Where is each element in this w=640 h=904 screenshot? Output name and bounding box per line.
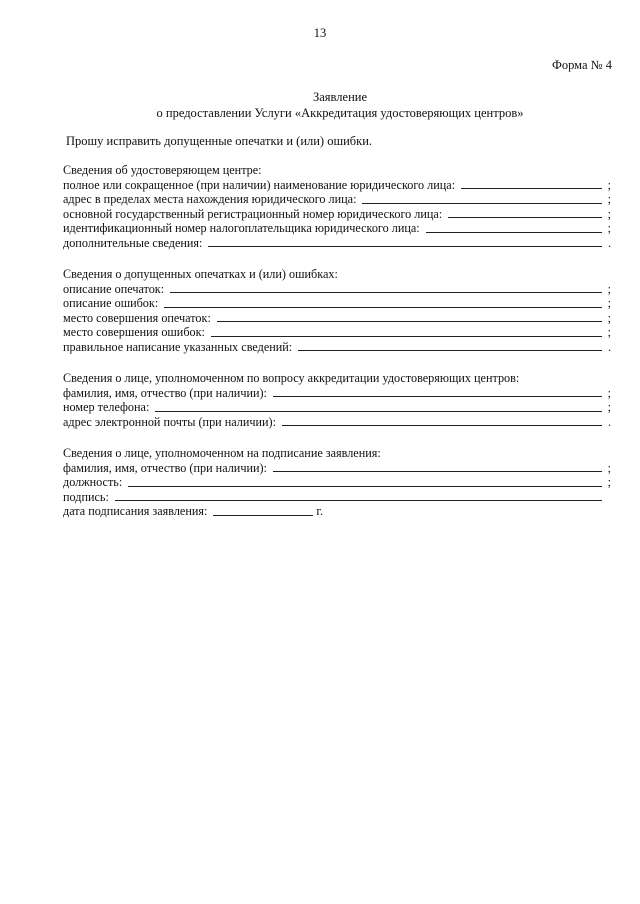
field-end-mark: ; bbox=[607, 206, 611, 221]
form-number: Форма № 4 bbox=[552, 58, 612, 72]
field-row-additional-info bbox=[63, 236, 611, 251]
field-label: подпись: bbox=[63, 489, 109, 504]
field-label: адрес электронной почты (при наличии): bbox=[63, 414, 277, 429]
field-row-typos-location bbox=[63, 311, 611, 326]
field-row-ogrn bbox=[63, 207, 611, 222]
field-label: место совершения опечаток: bbox=[63, 310, 211, 325]
field-row-email bbox=[63, 415, 611, 430]
field-row-contact-name bbox=[63, 386, 611, 401]
field-end-mark: ; bbox=[607, 281, 611, 296]
fill-line-signatory-name[interactable] bbox=[273, 471, 602, 472]
fill-line-phone[interactable] bbox=[155, 411, 602, 412]
field-end-mark: ; bbox=[607, 475, 611, 489]
field-end-mark: . bbox=[607, 339, 611, 354]
section-signatory bbox=[63, 446, 611, 519]
section-heading: Сведения о лице, уполномоченном на подписание заявления: bbox=[63, 446, 381, 460]
section-heading: Сведения об удостоверяющем центре: bbox=[63, 163, 262, 177]
field-label: дата подписания заявления: bbox=[63, 504, 208, 518]
fill-line-org-name[interactable] bbox=[461, 188, 602, 189]
field-end-mark: ; bbox=[607, 385, 611, 400]
field-row-correct-spelling bbox=[63, 340, 611, 355]
field-end-mark: ; bbox=[607, 310, 611, 325]
field-end-mark: ; bbox=[607, 400, 611, 414]
field-row-inn bbox=[63, 221, 611, 236]
fill-line-contact-name[interactable] bbox=[273, 396, 602, 397]
fill-line-signing-date[interactable] bbox=[213, 515, 313, 516]
field-end-mark: ; bbox=[607, 296, 611, 310]
field-label: дополнительные сведения: bbox=[63, 235, 203, 250]
field-end-mark: . bbox=[607, 235, 611, 250]
year-suffix: г. bbox=[316, 504, 324, 518]
field-row-typos-description bbox=[63, 282, 611, 297]
field-end-mark: . bbox=[607, 414, 611, 429]
field-label: основной государственный регистрационный номер юридического лица: bbox=[63, 206, 443, 221]
intro-text: Прошу исправить допущенные опечатки и (или) ошибки. bbox=[66, 134, 373, 148]
section-certification-center bbox=[63, 163, 611, 250]
fill-line-correct-spelling[interactable] bbox=[298, 350, 602, 351]
field-row-address bbox=[63, 192, 611, 207]
field-label: фамилия, имя, отчество (при наличии): bbox=[63, 385, 267, 400]
title-line-1: Заявление bbox=[312, 90, 367, 104]
section-heading: Сведения о допущенных опечатках и (или) ошибках: bbox=[63, 267, 338, 281]
field-row-position bbox=[63, 475, 611, 490]
field-label: описание ошибок: bbox=[63, 296, 159, 310]
field-label: описание опечаток: bbox=[63, 281, 165, 296]
field-row-org-name bbox=[63, 178, 611, 193]
fill-line-typos-location[interactable] bbox=[217, 321, 602, 322]
field-end-mark: ; bbox=[607, 192, 611, 206]
fill-line-additional-info[interactable] bbox=[208, 246, 602, 247]
fill-line-typos-description[interactable] bbox=[170, 292, 602, 293]
field-label: правильное написание указанных сведений: bbox=[63, 339, 293, 354]
document-title bbox=[0, 89, 640, 121]
fill-line-signature[interactable] bbox=[115, 500, 602, 501]
fill-line-address[interactable] bbox=[362, 203, 602, 204]
field-end-mark: ; bbox=[607, 460, 611, 475]
field-row-errors-location bbox=[63, 325, 611, 340]
field-label: адрес в пределах места нахождения юридического лица: bbox=[63, 192, 357, 206]
field-end-mark: ; bbox=[607, 221, 611, 235]
fill-line-email[interactable] bbox=[282, 425, 602, 426]
section-typos-errors bbox=[63, 267, 611, 354]
fill-line-errors-location[interactable] bbox=[211, 336, 602, 337]
field-end-mark: ; bbox=[607, 177, 611, 192]
page-number: 13 bbox=[313, 26, 327, 40]
fill-line-ogrn[interactable] bbox=[448, 217, 602, 218]
fill-line-inn[interactable] bbox=[426, 232, 602, 233]
field-label: фамилия, имя, отчество (при наличии): bbox=[63, 460, 267, 475]
section-heading: Сведения о лице, уполномоченном по вопросу аккредитации удостоверяющих центров: bbox=[63, 371, 520, 385]
fill-line-errors-description[interactable] bbox=[164, 307, 602, 308]
field-row-signing-date bbox=[63, 504, 611, 519]
field-row-signatory-name bbox=[63, 461, 611, 476]
field-row-signature bbox=[63, 490, 611, 505]
field-label: полное или сокращенное (при наличии) наименование юридического лица: bbox=[63, 177, 456, 192]
fill-line-position[interactable] bbox=[128, 486, 602, 487]
field-end-mark: ; bbox=[607, 325, 611, 339]
field-row-errors-description bbox=[63, 296, 611, 311]
field-row-phone bbox=[63, 400, 611, 415]
field-label: место совершения ошибок: bbox=[63, 325, 205, 339]
field-label: номер телефона: bbox=[63, 400, 150, 414]
field-label: идентификационный номер налогоплательщика юридического лица: bbox=[63, 221, 420, 235]
title-line-2: о предоставлении Услуги «Аккредитация удостоверяющих центров» bbox=[156, 106, 524, 120]
field-label: должность: bbox=[63, 475, 123, 489]
section-accreditation-contact bbox=[63, 371, 611, 429]
